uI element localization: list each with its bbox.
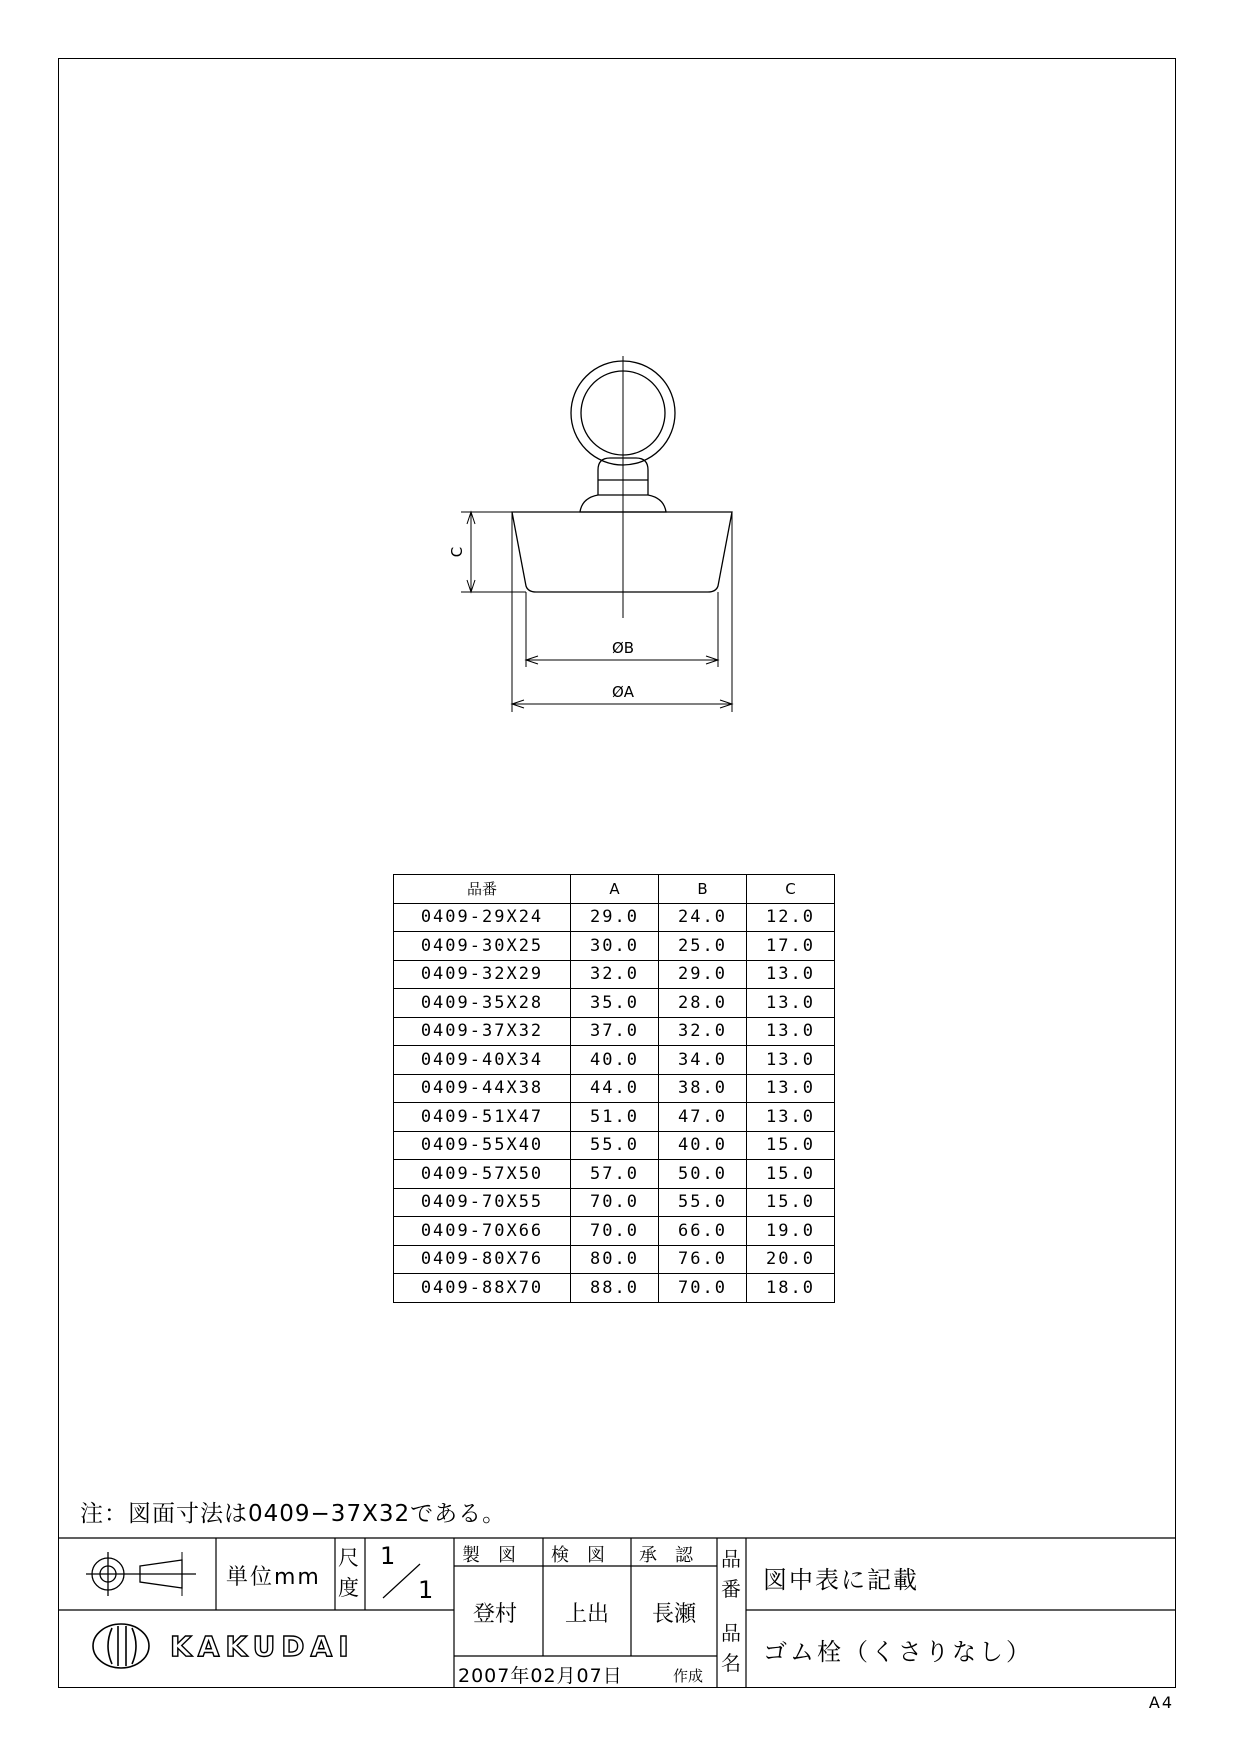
cell-a: 30.0 bbox=[571, 932, 659, 961]
cell-part-no: 0409-88X70 bbox=[394, 1274, 571, 1303]
cell-a: 35.0 bbox=[571, 989, 659, 1018]
cell-b: 50.0 bbox=[659, 1160, 747, 1189]
cell-part-no: 0409-70X55 bbox=[394, 1188, 571, 1217]
scale-denominator: 1 bbox=[418, 1576, 434, 1604]
cell-b: 76.0 bbox=[659, 1245, 747, 1274]
part-no-label-2: 番 bbox=[721, 1577, 741, 1601]
cell-part-no: 0409-44X38 bbox=[394, 1074, 571, 1103]
cell-a: 70.0 bbox=[571, 1217, 659, 1246]
drawn-label: 製 図 bbox=[462, 1545, 516, 1566]
cell-a: 88.0 bbox=[571, 1274, 659, 1303]
table-row bbox=[394, 960, 835, 989]
table-row bbox=[394, 1046, 835, 1075]
cell-part-no: 0409-29X24 bbox=[394, 903, 571, 932]
cell-a: 57.0 bbox=[571, 1160, 659, 1189]
cell-part-no: 0409-51X47 bbox=[394, 1103, 571, 1132]
kakudai-logo-icon bbox=[93, 1624, 149, 1668]
approved-label: 承 認 bbox=[639, 1545, 693, 1566]
cell-c: 12.0 bbox=[747, 903, 835, 932]
cell-a: 37.0 bbox=[571, 1017, 659, 1046]
cell-b: 38.0 bbox=[659, 1074, 747, 1103]
cell-b: 29.0 bbox=[659, 960, 747, 989]
table-row bbox=[394, 1131, 835, 1160]
stopper-body bbox=[512, 512, 732, 592]
table-row bbox=[394, 989, 835, 1018]
cell-part-no: 0409-32X29 bbox=[394, 960, 571, 989]
spec-table bbox=[393, 874, 835, 1303]
cell-b: 66.0 bbox=[659, 1217, 747, 1246]
cell-part-no: 0409-57X50 bbox=[394, 1160, 571, 1189]
table-row bbox=[394, 903, 835, 932]
spec-table-header bbox=[394, 875, 835, 904]
part-name-value: ゴム栓（くさりなし） bbox=[763, 1638, 1033, 1666]
header-b: B bbox=[659, 875, 747, 904]
dim-c-label: C bbox=[448, 546, 466, 558]
cell-b: 25.0 bbox=[659, 932, 747, 961]
created-label: 作成 bbox=[673, 1667, 704, 1685]
table-row bbox=[394, 1160, 835, 1189]
cell-part-no: 0409-40X34 bbox=[394, 1046, 571, 1075]
sheet-size: A4 bbox=[1148, 1693, 1174, 1712]
header-c: C bbox=[747, 875, 835, 904]
cell-c: 15.0 bbox=[747, 1160, 835, 1189]
cell-b: 55.0 bbox=[659, 1188, 747, 1217]
cell-part-no: 0409-35X28 bbox=[394, 989, 571, 1018]
table-row bbox=[394, 1217, 835, 1246]
header-part-no: 品番 bbox=[394, 875, 571, 904]
cell-c: 13.0 bbox=[747, 1103, 835, 1132]
cell-part-no: 0409-80X76 bbox=[394, 1245, 571, 1274]
part-no-value: 図中表に記載 bbox=[763, 1566, 919, 1594]
scale-label-1: 尺 bbox=[338, 1546, 359, 1570]
cell-b: 70.0 bbox=[659, 1274, 747, 1303]
cell-a: 29.0 bbox=[571, 903, 659, 932]
cell-a: 70.0 bbox=[571, 1188, 659, 1217]
cell-c: 13.0 bbox=[747, 1074, 835, 1103]
cell-a: 51.0 bbox=[571, 1103, 659, 1132]
part-no-label-1: 品 bbox=[721, 1547, 741, 1571]
cell-c: 13.0 bbox=[747, 1046, 835, 1075]
part-name-label-2: 名 bbox=[721, 1651, 741, 1675]
table-row bbox=[394, 1103, 835, 1132]
cell-c: 13.0 bbox=[747, 960, 835, 989]
cell-c: 15.0 bbox=[747, 1131, 835, 1160]
table-row bbox=[394, 1074, 835, 1103]
cell-part-no: 0409-30X25 bbox=[394, 932, 571, 961]
cell-b: 47.0 bbox=[659, 1103, 747, 1132]
cell-a: 40.0 bbox=[571, 1046, 659, 1075]
cell-b: 28.0 bbox=[659, 989, 747, 1018]
scale-numerator: 1 bbox=[380, 1542, 396, 1570]
checked-label: 検 図 bbox=[551, 1545, 605, 1566]
cell-b: 24.0 bbox=[659, 903, 747, 932]
cell-part-no: 0409-37X32 bbox=[394, 1017, 571, 1046]
cell-a: 44.0 bbox=[571, 1074, 659, 1103]
cell-part-no: 0409-70X66 bbox=[394, 1217, 571, 1246]
cell-c: 17.0 bbox=[747, 932, 835, 961]
cell-b: 32.0 bbox=[659, 1017, 747, 1046]
approved-by: 長瀬 bbox=[652, 1602, 697, 1627]
cell-c: 18.0 bbox=[747, 1274, 835, 1303]
cell-b: 40.0 bbox=[659, 1131, 747, 1160]
cell-a: 32.0 bbox=[571, 960, 659, 989]
cell-c: 19.0 bbox=[747, 1217, 835, 1246]
checked-by: 上出 bbox=[565, 1602, 610, 1627]
unit-label: 単位mm bbox=[226, 1565, 321, 1590]
table-row bbox=[394, 1017, 835, 1046]
dim-b-label: ØB bbox=[611, 639, 635, 657]
cell-a: 80.0 bbox=[571, 1245, 659, 1274]
date: 2007年02月07日 bbox=[458, 1665, 623, 1687]
company-name: KAKUDAI bbox=[170, 1630, 355, 1663]
cell-part-no: 0409-55X40 bbox=[394, 1131, 571, 1160]
scale-label-2: 度 bbox=[338, 1576, 359, 1600]
cell-c: 13.0 bbox=[747, 989, 835, 1018]
drawn-by: 登村 bbox=[473, 1602, 518, 1627]
projection-symbol-icon bbox=[86, 1552, 196, 1596]
dim-a-label: ØA bbox=[611, 683, 635, 701]
header-a: A bbox=[571, 875, 659, 904]
part-name-label-1: 品 bbox=[721, 1621, 741, 1645]
table-row bbox=[394, 1245, 835, 1274]
drawing-note: 注：図面寸法は0409−37X32である。 bbox=[80, 1501, 507, 1527]
cell-c: 15.0 bbox=[747, 1188, 835, 1217]
cell-b: 34.0 bbox=[659, 1046, 747, 1075]
table-row bbox=[394, 1274, 835, 1303]
table-row bbox=[394, 932, 835, 961]
cell-c: 13.0 bbox=[747, 1017, 835, 1046]
cell-c: 20.0 bbox=[747, 1245, 835, 1274]
table-row bbox=[394, 1188, 835, 1217]
cell-a: 55.0 bbox=[571, 1131, 659, 1160]
